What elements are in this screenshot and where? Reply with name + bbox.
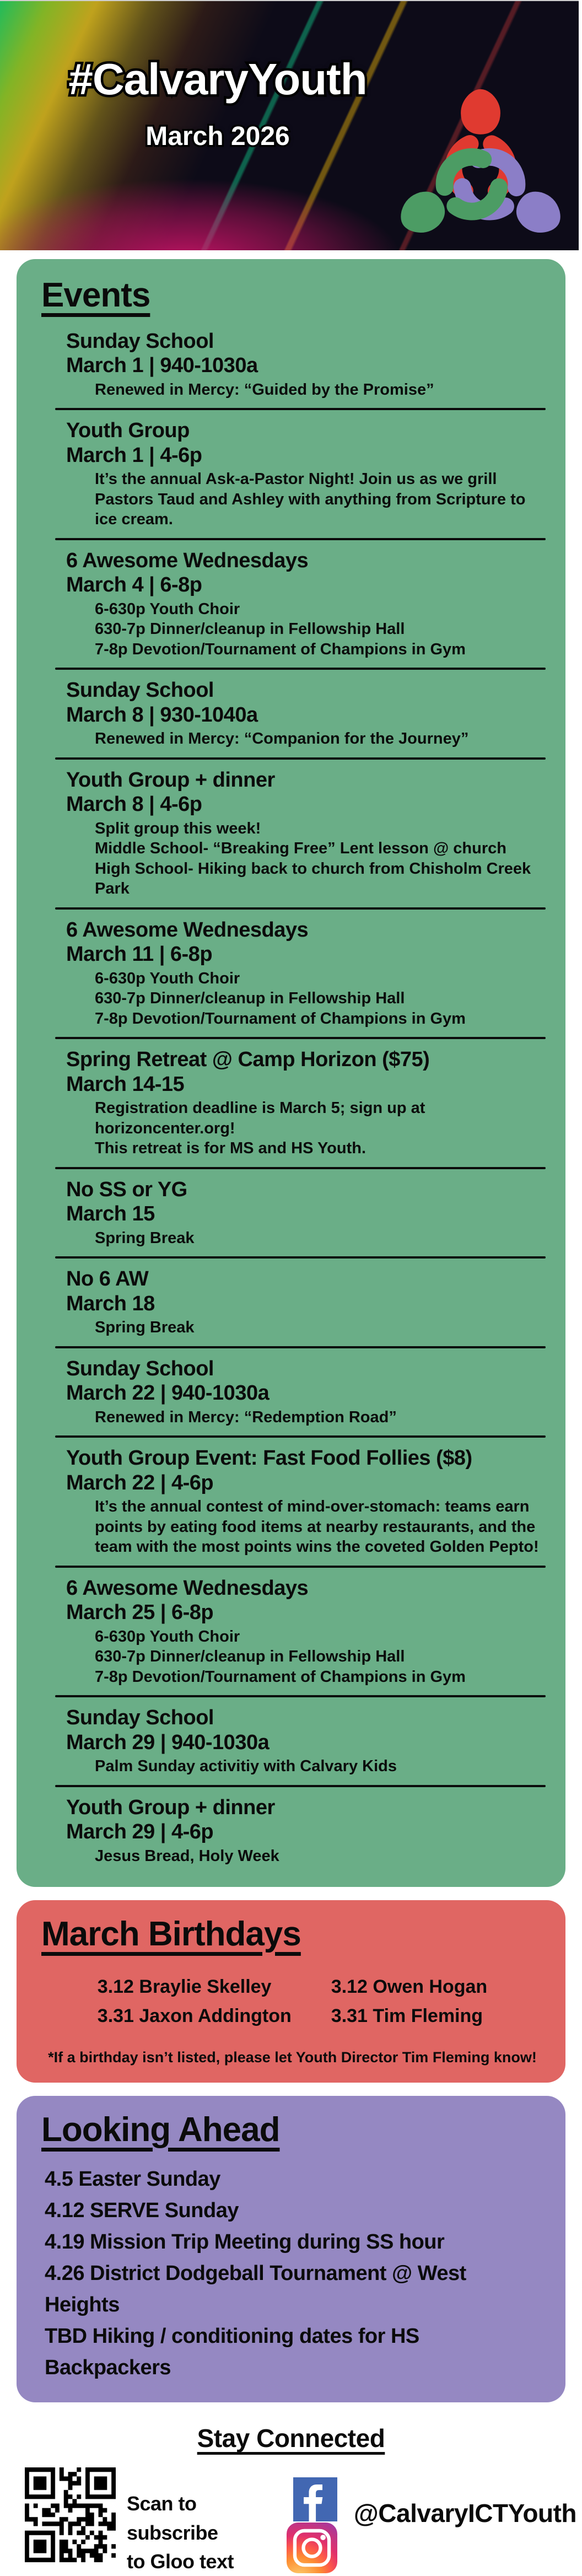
qr-caption-line: to Gloo text [127,2550,234,2573]
event-item [41,1795,543,1866]
event-details [95,729,543,749]
event-detail-line: 630-7p Dinner/cleanup in Fellowship Hall [95,620,405,638]
event-details [95,1846,543,1867]
event-title: 6 Awesome Wednesdays [66,1576,309,1600]
event-detail-line: It’s the annual Ask-a-Pastor Night! Join us as we grill Pastors Taud and Ashley with anything from Scripture to ice cream. [95,470,526,529]
event-item [41,1177,543,1248]
event-detail-line: Split group this week! [95,819,261,837]
event-item [41,918,543,1029]
header-titles [6,54,430,152]
event-title: Sunday School [66,679,214,702]
youth-group-logo-icon [398,84,563,249]
instagram-icon [287,2523,337,2573]
birthday-column [331,1972,487,2030]
event-divider [55,1167,546,1169]
page-subtitle: March 2026 [146,122,290,151]
event-item [41,548,543,660]
event-detail-line: This retreat is for MS and HS Youth. [95,1139,366,1158]
event-title: 6 Awesome Wednesdays [66,548,309,572]
event-divider [55,1037,546,1039]
event-date: March 14-15 [66,1072,185,1096]
birthday-column [98,1972,292,2030]
event-date: March 22 | 4-6p [66,1471,214,1494]
event-detail-line: 6-630p Youth Choir [95,1627,240,1645]
birthday-entry: 3.31 Jaxon Addington [97,2005,292,2026]
events-section [17,259,565,1887]
event-divider [55,907,546,910]
social-icons [287,2477,337,2573]
event-item [41,329,543,400]
event-detail-line: It’s the annual contest of mind-over-stomach: teams earn points by eating food items at nearby restaurants, and the team with the most points wins the coveted Golden Pepto! [95,1498,539,1556]
qr-caption-line: Scan to subscribe [127,2492,218,2544]
event-detail-line: 630-7p Dinner/cleanup in Fellowship Hall [95,1648,405,1666]
event-date: March 15 [66,1202,155,1226]
event-detail-line: Renewed in Mercy: “Redemption Road” [95,1408,397,1426]
stay-connected-section [0,2416,582,2576]
header-banner [0,0,579,250]
looking-ahead-section [17,2096,565,2402]
event-divider [55,1785,546,1787]
event-detail-line: 7-8p Devotion/Tournament of Champions in Gym [95,640,466,658]
event-details [95,1627,543,1687]
event-details [95,1098,543,1159]
event-date: March 1 | 4-6p [66,443,202,467]
event-detail-line: 6-630p Youth Choir [95,969,240,987]
stay-connected-heading: Stay Connected [197,2424,385,2453]
event-item [41,418,543,530]
birthday-entry: 3.12 Owen Hogan [331,1976,488,1998]
event-date: March 11 | 6-8p [66,943,213,966]
event-divider [55,408,546,410]
event-detail-line: Palm Sunday activitiy with Calvary Kids [95,1757,397,1776]
looking-ahead-item: 4.12 SERVE Sunday [45,2199,239,2223]
event-detail-line: 630-7p Dinner/cleanup in Fellowship Hall [95,989,405,1008]
birthdays-heading: March Birthdays [41,1915,301,1954]
event-divider [55,1346,546,1348]
event-detail-line: 7-8p Devotion/Tournament of Champions in Gym [95,1009,466,1028]
event-date: March 29 | 4-6p [66,1820,214,1844]
event-details [95,599,543,660]
looking-ahead-item: 4.5 Easter Sunday [45,2168,220,2191]
event-title: No SS or YG [66,1177,187,1201]
event-divider [55,757,546,760]
event-item [41,1357,543,1427]
event-title: No 6 AW [66,1267,149,1291]
events-heading: Events [41,276,150,314]
event-detail-line: 7-8p Devotion/Tournament of Champions in Gym [95,1668,466,1686]
event-detail-line: High School- Hiking back to church from Chisholm Creek Park [95,859,531,898]
event-date: March 22 | 940-1030a [66,1381,270,1405]
event-item [41,678,543,749]
event-item [41,768,543,899]
event-date: March 4 | 6-8p [66,573,202,597]
event-details [95,469,543,530]
event-detail-line: Spring Break [95,1319,195,1337]
facebook-icon [293,2477,337,2521]
event-title: Youth Group [66,419,190,443]
page-title: #CalvaryYouth [68,55,367,104]
event-date: March 18 [66,1292,155,1315]
event-detail-line: Renewed in Mercy: “Guided by the Promise” [95,380,434,399]
event-details [95,1228,543,1249]
looking-ahead-list [45,2164,543,2384]
looking-ahead-item: 4.26 District Dodgeball Tournament @ West Heights [45,2262,466,2317]
birthday-note: *If a birthday isn’t listed, please let Youth Director Tim Fleming know! [48,2049,537,2066]
event-date: March 1 | 940-1030a [66,354,258,378]
event-detail-line: 6-630p Youth Choir [95,600,240,618]
event-title: Sunday School [66,1357,214,1380]
event-details [95,1497,543,1557]
event-date: March 29 | 940-1030a [66,1730,270,1754]
event-details [95,969,543,1029]
event-item [41,1446,543,1557]
looking-ahead-item: 4.19 Mission Trip Meeting during SS hour [45,2230,445,2254]
event-item [41,1706,543,1776]
event-details [95,1317,543,1338]
event-divider [55,1695,546,1697]
events-list [41,329,543,1866]
event-title: Youth Group Event: Fast Food Follies ($8) [66,1446,472,1470]
qr-code [25,2467,116,2562]
birthday-entry: 3.31 Tim Fleming [331,2005,483,2026]
event-detail-line: Spring Break [95,1229,195,1247]
event-item [41,1267,543,1337]
event-title: Sunday School [66,330,214,353]
looking-ahead-item: TBD Hiking / conditioning dates for HS Backpackers [45,2325,419,2380]
event-item [41,1576,543,1687]
event-divider [55,1256,546,1259]
event-detail-line: Registration deadline is March 5; sign up at horizoncenter.org! [95,1099,425,1137]
event-detail-line: Renewed in Mercy: “Companion for the Journey” [95,730,469,748]
event-item [41,1047,543,1159]
event-divider [55,1435,546,1438]
event-details [95,1756,543,1777]
event-title: Sunday School [66,1706,214,1730]
event-date: March 25 | 6-8p [66,1601,214,1625]
event-divider [55,1566,546,1568]
stay-connected-row [0,2453,582,2576]
social-handle: @CalvaryICTYouth [353,2499,576,2528]
event-divider [55,668,546,670]
event-details [95,380,543,400]
event-date: March 8 | 4-6p [66,793,202,816]
event-details [95,1407,543,1428]
event-title: Youth Group + dinner [66,1795,275,1819]
event-detail-line: Jesus Bread, Holy Week [95,1847,279,1865]
event-title: Spring Retreat @ Camp Horizon ($75) [66,1048,430,1072]
qr-caption [127,2489,273,2576]
birthday-columns [41,1972,543,2030]
event-divider [55,538,546,540]
event-detail-line: Middle School- “Breaking Free” Lent lesson @ church [95,840,506,858]
birthday-entry: 3.12 Braylie Skelley [97,1976,272,1998]
birthdays-section [17,1900,565,2083]
looking-ahead-heading: Looking Ahead [41,2111,280,2149]
event-details [95,819,543,899]
event-title: 6 Awesome Wednesdays [66,918,309,942]
event-date: March 8 | 930-1040a [66,703,258,727]
event-title: Youth Group + dinner [66,768,275,792]
